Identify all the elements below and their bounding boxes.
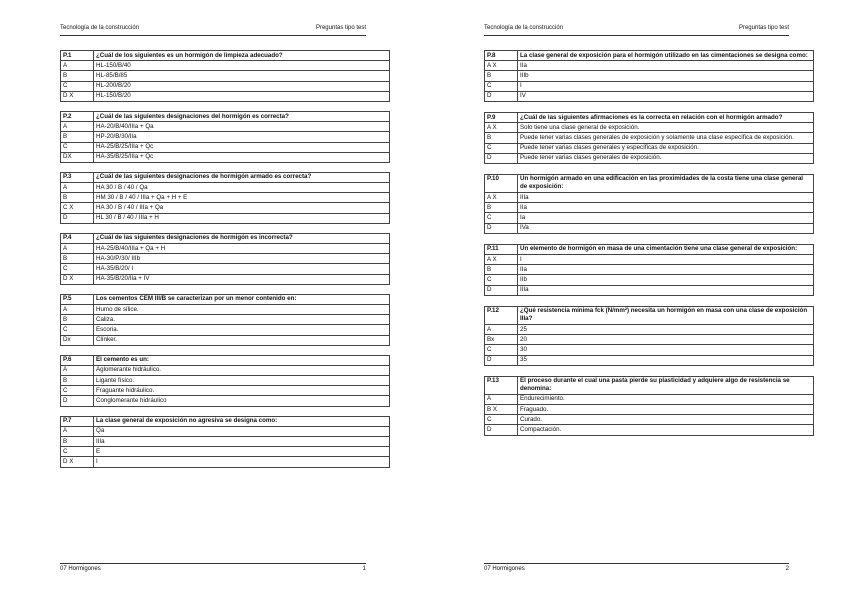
option-text: IIIa — [94, 437, 390, 447]
option-row — [61, 426, 390, 436]
option-key: D — [485, 355, 518, 365]
question-text: ¿Qué resistencia mínima fck (N/mm²) necesita un hormigón en masa con una clase de exposición IIIa? — [518, 306, 814, 324]
option-text: Escoria. — [94, 325, 390, 335]
option-row — [485, 143, 814, 153]
question-id: P.6 — [61, 355, 94, 365]
question-id: P.1 — [61, 51, 94, 61]
option-row — [61, 274, 390, 284]
option-key: C — [61, 142, 94, 152]
option-text: 20 — [518, 335, 814, 345]
option-text: HA-35/B/20/IIa + IV — [94, 274, 390, 284]
option-text: Caliza. — [94, 315, 390, 325]
option-row — [485, 285, 814, 295]
option-row — [61, 325, 390, 335]
option-text: HA-25/B/40/IIIa + Qa + H — [94, 244, 390, 254]
option-text: Fraguado. — [518, 405, 814, 415]
option-key: B — [61, 132, 94, 142]
option-row — [485, 405, 814, 415]
option-row — [61, 396, 390, 406]
question-table — [60, 111, 390, 163]
option-key: C — [485, 143, 518, 153]
option-key: B — [61, 254, 94, 264]
option-text: Solo tiene una clase general de exposición. — [518, 123, 814, 133]
question-text: Un elemento de hormigón en masa de una cimentación tiene una clase general de exposición: — [518, 244, 814, 254]
question-table — [60, 233, 390, 285]
option-text: HL-150/B/20 — [94, 91, 390, 101]
question-text: Los cementos CEM III/B se caracterizan por un menor contenido en: — [94, 294, 390, 304]
option-text: I — [518, 81, 814, 91]
option-text: IIIb — [518, 71, 814, 81]
option-text: IVa — [518, 223, 814, 233]
option-key: A — [61, 122, 94, 132]
question-table — [60, 355, 390, 407]
option-key: D X — [61, 91, 94, 101]
option-row — [485, 425, 814, 435]
option-row — [485, 81, 814, 91]
option-row — [61, 254, 390, 264]
option-row — [485, 394, 814, 404]
option-text: Qa — [94, 426, 390, 436]
question-table — [60, 50, 390, 102]
option-text: IV — [518, 91, 814, 101]
header-left: Tecnología de la construcción — [484, 25, 564, 31]
question-row — [61, 51, 390, 61]
question-table — [484, 112, 814, 164]
option-row — [485, 213, 814, 223]
question-row — [485, 51, 814, 61]
question-row — [61, 355, 390, 365]
question-row — [485, 306, 814, 324]
option-row — [485, 203, 814, 213]
question-table — [484, 376, 814, 436]
page-number: 1 — [362, 566, 366, 572]
option-row — [485, 345, 814, 355]
option-row — [61, 457, 390, 467]
option-key: DX — [61, 152, 94, 162]
option-key: C — [485, 213, 518, 223]
question-id: P.4 — [61, 233, 94, 243]
option-text: Aglomerante hidráulico. — [94, 365, 390, 375]
option-row — [61, 152, 390, 162]
option-text: HA-30/P/30/ IIIb — [94, 254, 390, 264]
option-row — [485, 223, 814, 233]
option-key: B — [61, 71, 94, 81]
question-table — [484, 50, 814, 102]
question-id: P.5 — [61, 294, 94, 304]
option-row — [485, 71, 814, 81]
option-row — [485, 415, 814, 425]
question-row — [485, 174, 814, 192]
option-text: 35 — [518, 355, 814, 365]
option-key: B — [61, 315, 94, 325]
option-key: A — [61, 61, 94, 71]
option-text: 30 — [518, 345, 814, 355]
option-key: C — [485, 275, 518, 285]
option-key: C — [61, 264, 94, 274]
option-row — [61, 386, 390, 396]
question-id: P.8 — [485, 51, 518, 61]
option-text: IIa — [518, 61, 814, 71]
option-text: HM 30 / B / 40 / IIIa + Qa + H + E — [94, 193, 390, 203]
option-row — [61, 244, 390, 254]
option-key: B X — [485, 405, 518, 415]
option-text: IIb — [518, 275, 814, 285]
option-key: D — [61, 213, 94, 223]
option-text: HP-20/B/30/IIa — [94, 132, 390, 142]
option-text: Ia — [518, 213, 814, 223]
question-table — [60, 294, 390, 346]
option-key: C — [485, 81, 518, 91]
question-list — [60, 50, 390, 477]
option-text: Conglomerante hidráulico — [94, 396, 390, 406]
option-text: Humo de sílice. — [94, 304, 390, 314]
option-row — [485, 91, 814, 101]
option-key: B — [485, 71, 518, 81]
option-row — [61, 365, 390, 375]
option-row — [61, 437, 390, 447]
option-row — [485, 61, 814, 71]
option-row — [485, 153, 814, 163]
option-row — [61, 81, 390, 91]
option-key: A — [485, 394, 518, 404]
page-number: 2 — [785, 566, 789, 572]
question-text: ¿Cuál de las siguientes designaciones del hormigón es correcta? — [94, 111, 390, 121]
option-text: I — [518, 255, 814, 265]
question-row — [61, 233, 390, 243]
option-text: I — [94, 457, 390, 467]
header-right: Preguntas tipo test — [738, 25, 789, 31]
option-text: Compactación. — [518, 425, 814, 435]
option-key: C — [485, 345, 518, 355]
option-row — [485, 133, 814, 143]
option-row — [61, 304, 390, 314]
option-text: 25 — [518, 324, 814, 334]
option-row — [61, 315, 390, 325]
question-row — [485, 376, 814, 394]
option-text: IIIa — [518, 285, 814, 295]
option-row — [61, 71, 390, 81]
question-text: La clase general de exposición para el hormigón utilizado en las cimentaciones se designa como: — [518, 51, 814, 61]
option-key: A X — [485, 255, 518, 265]
option-row — [485, 255, 814, 265]
option-text: IIa — [518, 203, 814, 213]
option-row — [61, 91, 390, 101]
option-row — [61, 183, 390, 193]
question-row — [61, 416, 390, 426]
option-key: D — [485, 285, 518, 295]
option-key: C — [61, 447, 94, 457]
option-row — [485, 335, 814, 345]
option-row — [485, 355, 814, 365]
option-text: HA-35/B/20/ I — [94, 264, 390, 274]
footer-left: 07 Hormigones — [60, 566, 101, 572]
option-text: Fraguante hidráulico. — [94, 386, 390, 396]
option-row — [485, 123, 814, 133]
option-key: A — [61, 244, 94, 254]
question-id: P.7 — [61, 416, 94, 426]
footer-left: 07 Hormigones — [484, 566, 525, 572]
question-table — [484, 306, 814, 366]
question-table — [60, 172, 390, 224]
page-header — [60, 25, 366, 36]
option-text: HA-25/B/25/IIIa + Qc — [94, 142, 390, 152]
question-text: El cemento es un: — [94, 355, 390, 365]
question-text: ¿Cuál de las siguientes designaciones de hormigón es incorrecta? — [94, 233, 390, 243]
option-row — [485, 275, 814, 285]
option-text: HL 30 / B / 40 / IIIa + H — [94, 213, 390, 223]
option-text: Endurecimiento. — [518, 394, 814, 404]
question-row — [61, 172, 390, 182]
option-key: B — [61, 437, 94, 447]
option-key: D — [61, 396, 94, 406]
option-key: A — [61, 365, 94, 375]
option-row — [61, 447, 390, 457]
option-key: Dx — [61, 335, 94, 345]
option-key: A — [61, 426, 94, 436]
option-key: Bx — [485, 335, 518, 345]
option-text: HA-35/B/25/IIIa + Qc — [94, 152, 390, 162]
question-text: ¿Cuál de las siguientes designaciones de hormigón armado es correcta? — [94, 172, 390, 182]
question-row — [485, 112, 814, 122]
option-key: D — [485, 153, 518, 163]
option-row — [61, 61, 390, 71]
option-row — [61, 122, 390, 132]
question-id: P.11 — [485, 244, 518, 254]
option-text: E — [94, 447, 390, 457]
question-row — [485, 244, 814, 254]
question-row — [61, 294, 390, 304]
option-key: B — [485, 133, 518, 143]
page-footer — [60, 563, 366, 575]
question-list — [484, 50, 814, 446]
header-right: Preguntas tipo test — [315, 25, 366, 31]
question-table — [484, 244, 814, 296]
option-row — [61, 335, 390, 345]
header-left: Tecnología de la construcción — [60, 25, 140, 31]
option-text: HL-150/B/40 — [94, 61, 390, 71]
option-text: HL-85/B/85 — [94, 71, 390, 81]
option-text: Puede tener varias clases generales y específicas de exposición. — [518, 143, 814, 153]
option-key: A — [485, 324, 518, 334]
option-key: A X — [485, 61, 518, 71]
option-text: Puede tener varias clases generales de exposición y solamente una clase específica de exposición. — [518, 133, 814, 143]
option-text: HA 30 / B / 40 / Qa — [94, 183, 390, 193]
option-key: D — [485, 425, 518, 435]
option-key: D — [485, 223, 518, 233]
question-id: P.12 — [485, 306, 518, 324]
question-text: El proceso durante el cual una pasta pierde su plasticidad y adquiere algo de resistencia se denomina: — [518, 376, 814, 394]
option-key: D X — [61, 457, 94, 467]
option-row — [485, 324, 814, 334]
option-row — [61, 203, 390, 213]
question-row — [61, 111, 390, 121]
page-2 — [424, 0, 848, 599]
question-id: P.9 — [485, 112, 518, 122]
option-row — [61, 142, 390, 152]
question-table — [60, 416, 390, 468]
option-key: D X — [61, 274, 94, 284]
option-text: Curado. — [518, 415, 814, 425]
option-key: C — [61, 81, 94, 91]
question-text: La clase general de exposición no agresiva se designa como: — [94, 416, 390, 426]
option-row — [485, 265, 814, 275]
option-text: HL-200/B/20 — [94, 81, 390, 91]
question-id: P.2 — [61, 111, 94, 121]
option-text: HA-20/B/40/IIIa + Qa — [94, 122, 390, 132]
option-key: C — [61, 386, 94, 396]
question-text: ¿Cuál de los siguientes es un hormigón de limpieza adecuado? — [94, 51, 390, 61]
option-key: C — [61, 325, 94, 335]
option-row — [61, 193, 390, 203]
option-text: HA 30 / B / 40 / IIIa + Qa — [94, 203, 390, 213]
option-key: B — [485, 203, 518, 213]
option-text: Clínker. — [94, 335, 390, 345]
option-row — [61, 132, 390, 142]
option-key: A — [61, 183, 94, 193]
option-key: D — [485, 91, 518, 101]
question-id: P.13 — [485, 376, 518, 394]
option-row — [485, 193, 814, 203]
option-key: B — [61, 376, 94, 386]
page-header — [484, 25, 789, 36]
option-text: Puede tener varias clases generales de exposición. — [518, 153, 814, 163]
option-row — [61, 376, 390, 386]
option-key: A X — [485, 193, 518, 203]
option-row — [61, 264, 390, 274]
page-footer — [484, 563, 789, 575]
question-id: P.3 — [61, 172, 94, 182]
option-text: Ligante físico. — [94, 376, 390, 386]
question-text: Un hormigón armado en una edificación en las proximidades de la costa tiene una clase general de exposición: — [518, 174, 814, 192]
question-table — [484, 174, 814, 234]
option-row — [61, 213, 390, 223]
option-key: A X — [485, 123, 518, 133]
question-id: P.10 — [485, 174, 518, 192]
option-text: IIa — [518, 265, 814, 275]
option-text: IIIa — [518, 193, 814, 203]
option-key: C — [485, 415, 518, 425]
option-key: B — [61, 193, 94, 203]
option-key: B — [485, 265, 518, 275]
question-text: ¿Cuál de las siguientes afirmaciones es la correcta en relación con el hormigón armado? — [518, 112, 814, 122]
option-key: A — [61, 304, 94, 314]
option-key: C X — [61, 203, 94, 213]
